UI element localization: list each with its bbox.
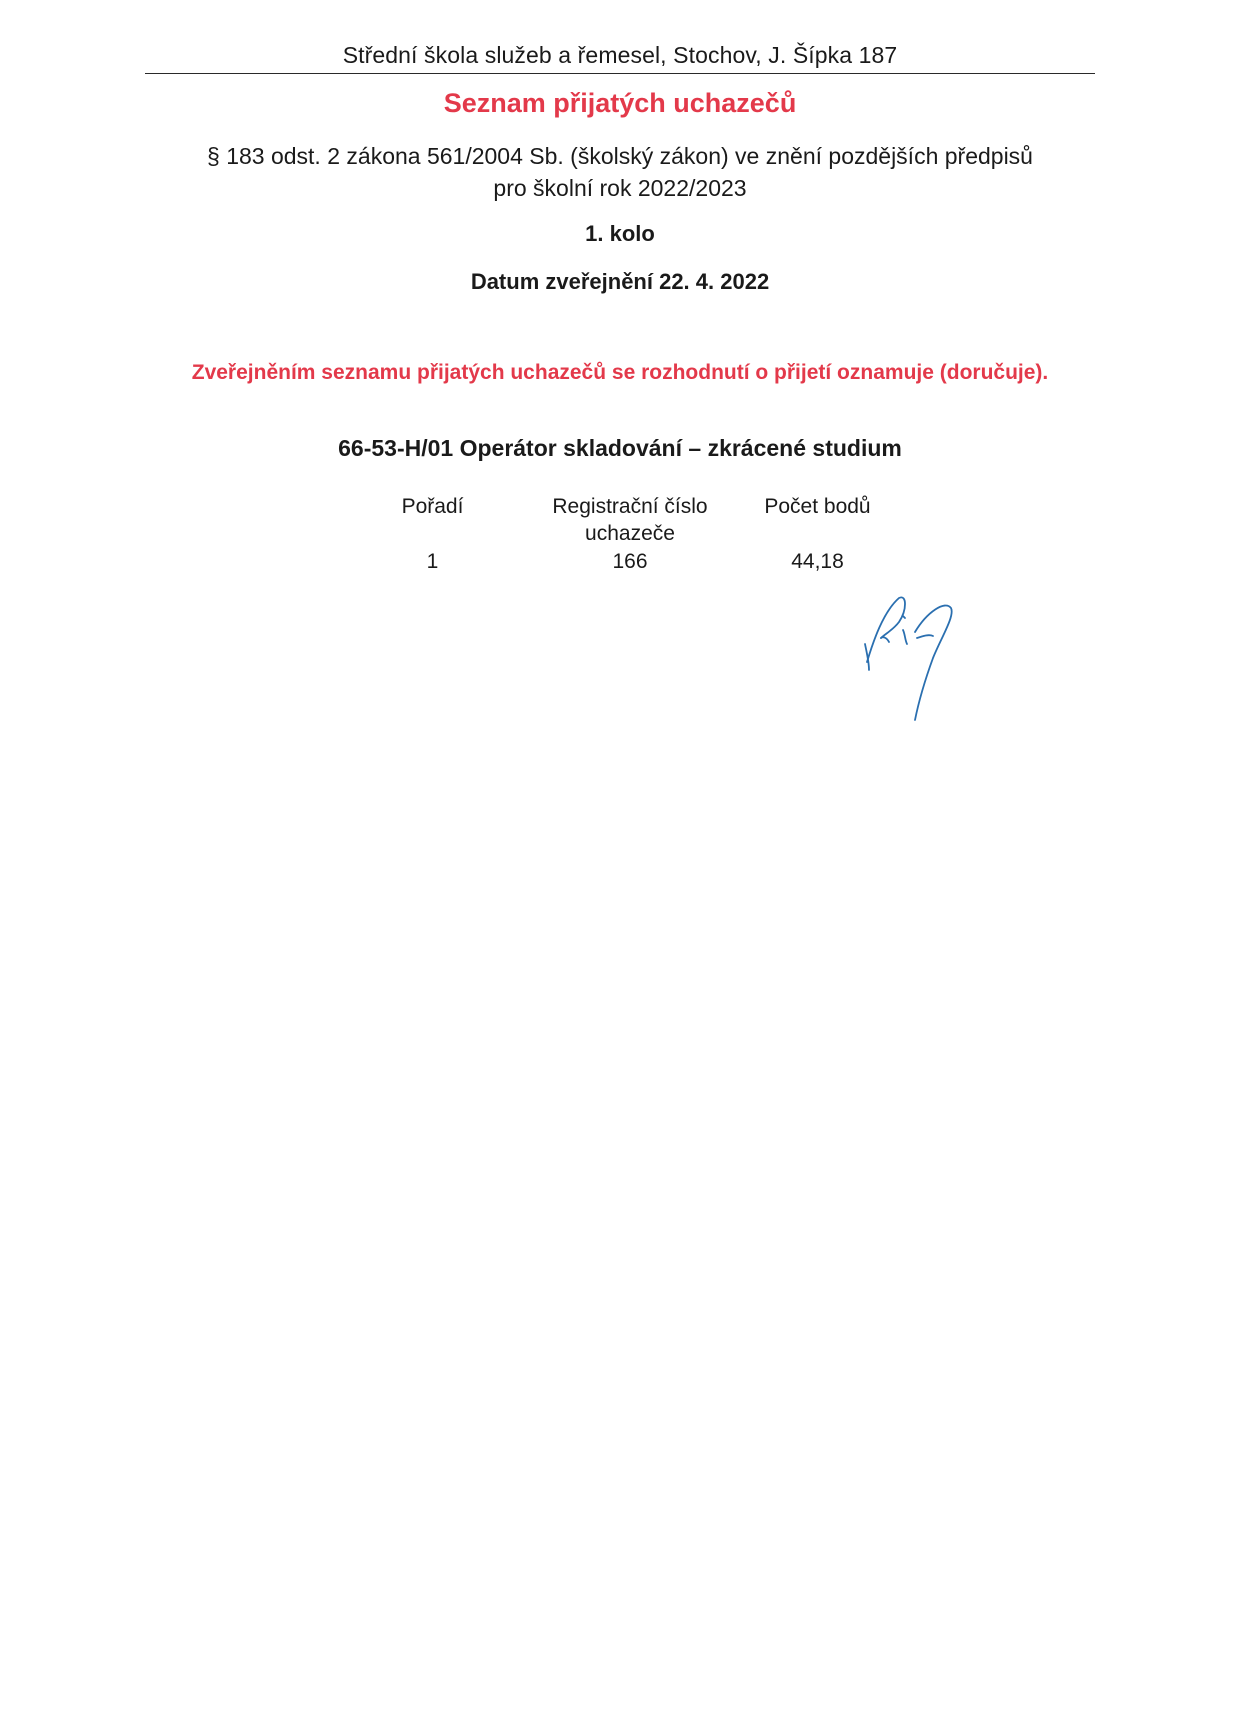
column-header-registration [520, 493, 740, 547]
column-header-registration-line-1: Registrační číslo [552, 495, 708, 518]
document-title: Seznam přijatých uchazečů [443, 88, 797, 118]
column-header-registration-line-2: uchazeče [585, 522, 675, 545]
admission-round: 1. kolo [585, 221, 655, 246]
publication-date: Datum zveřejnění 22. 4. 2022 [470, 269, 770, 294]
legal-reference [0, 140, 1240, 204]
legal-line-1: § 183 odst. 2 zákona 561/2004 Sb. (školský zákon) ve znění pozdějších předpisů [207, 143, 1033, 169]
column-header-points: Počet bodů [764, 495, 871, 518]
legal-notice: Zveřejněním seznamu přijatých uchazečů se rozhodnutí o přijetí oznamuje (doručuje). [191, 361, 1049, 384]
study-program: 66-53-H/01 Operátor skladování – zkrácené studium [338, 435, 902, 461]
cell-order: 1 [426, 550, 439, 573]
column-header-order: Pořadí [401, 495, 464, 518]
handwritten-signature [855, 592, 975, 722]
cell-registration: 166 [612, 550, 648, 573]
cell-points: 44,18 [791, 550, 844, 573]
legal-line-2: pro školní rok 2022/2023 [493, 175, 747, 201]
header-divider [145, 73, 1095, 74]
school-header: Střední škola služeb a řemesel, Stochov, J. Šípka 187 [342, 42, 898, 68]
